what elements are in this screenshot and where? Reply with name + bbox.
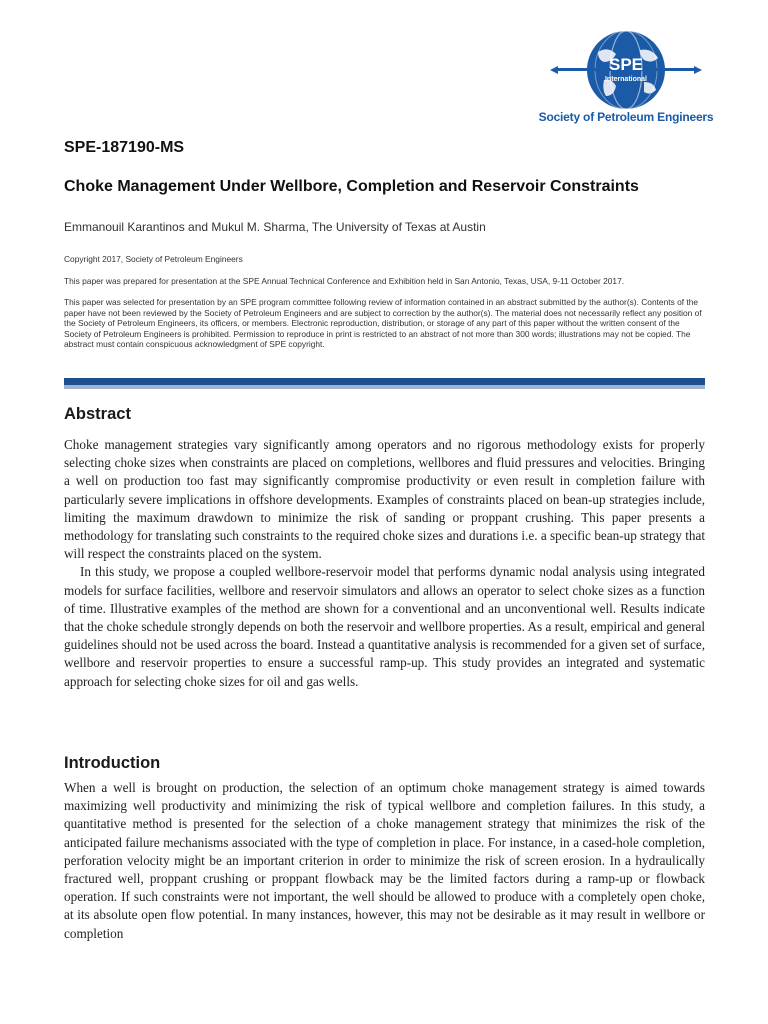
logo-subtext: International	[604, 76, 648, 83]
abstract-paragraph: Choke management strategies vary significantly among operators and no rigorous methodology exists for properly selecting choke sizes when constraints are placed on completions, wellbores and fluid pressures and velocities. Bringing a well on production too fast may significantly compromise productivity or even result in completion failure with particularly severe implications in offshore developments. Examples of constraints placed on bean-up strategies include, limiting the maximum drawdown to minimize the risk of sanding or proppant crushing. This paper presents a methodology for translating such constraints to the required choke sizes and durations i.e. a specific bean-up strategy that will respect the constraints placed on the system.	[64, 437, 705, 562]
abstract-paragraph: In this study, we propose a coupled wellbore-reservoir model that performs dynamic nodal analysis using integrated models for surface facilities, wellbore and reservoir simulators and allows an operator to select choke sizes as a function of time. Illustrative examples of the method are shown for a conventional and an unconventional well. Results indicate that the choke schedule strongly depends on both the reservoir and wellbore properties. As a result, empirical and general guidelines should not be used across the board. Instead a quantitative analysis is recommended for a given set of surface, wellbore and reservoir properties to ensure a successful ramp-up. This study provides an integrated and systematic approach for selecting choke sizes for oil and gas wells.	[64, 564, 705, 689]
spe-logo	[536, 30, 716, 126]
logo-text: SPE	[608, 55, 644, 74]
abstract-heading: Abstract	[64, 405, 131, 423]
society-name: Society of Petroleum Engineers	[538, 110, 714, 124]
permission-notice: This paper was selected for presentation by an SPE program committee following review of information contained in an abstract submitted by the author(s). Contents of the paper have not been reviewed by the Society of Petroleum Engineers and are subject to correction by the author(s). The material does not necessarily reflect any position of the Society of Petroleum Engineers, its officers, or members. Electronic reproduction, distribution, or storage of any part of this paper without the written consent of the Society of Petroleum Engineers is prohibited. Permission to reproduce in print is restricted to an abstract of not more than 300 words; illustrations may not be copied. The abstract must contain conspicuous acknowledgment of SPE copyright.	[64, 297, 702, 349]
abstract-body	[64, 436, 705, 691]
copyright-notice: Copyright 2017, Society of Petroleum Engineers	[64, 254, 243, 264]
preparation-notice: This paper was prepared for presentation at the SPE Annual Technical Conference and Exhibition held in San Antonio, Texas, USA, 9-11 October 2017.	[64, 276, 625, 286]
paper-id: SPE-187190-MS	[64, 139, 185, 156]
header-divider	[64, 378, 705, 389]
introduction-paragraph: When a well is brought on production, the selection of an optimum choke management strategy is aimed towards maximizing well productivity and minimizing the risk of typical wellbore and completion failures. In this study, a quantitative method is presented for the selection of a choke management strategy that minimizes the risk of the anticipated failure mechanisms associated with the type of completion in place. For instance, in a cased-hole completion, perforation velocity might be an important criterion in order to minimize the risk of screen erosion. In a hydraulically fractured well, proppant crushing or proppant flowback may be the limited factors during a ramp-up or flowback operation. If such constraints were not important, the well should be allowed to produce with a completely open choke, at its absolute open flow potential. In many instances, however, this may not be desirable as it may result in wellbore or completion	[64, 780, 705, 941]
authors-line: Emmanouil Karantinos and Mukul M. Sharma, The University of Texas at Austin	[64, 220, 486, 234]
introduction-heading: Introduction	[64, 754, 161, 772]
introduction-body	[64, 779, 705, 943]
paper-title: Choke Management Under Wellbore, Completion and Reservoir Constraints	[64, 178, 639, 195]
globe-icon	[548, 30, 704, 110]
